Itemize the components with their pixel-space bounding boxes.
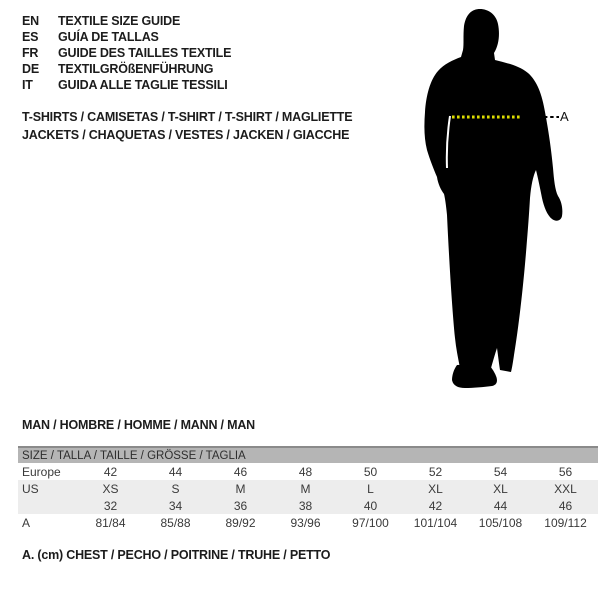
size-row-label — [18, 497, 78, 514]
size-cell: M — [235, 481, 246, 496]
size-cell: 42 — [103, 464, 118, 479]
size-cell: 34 — [168, 498, 183, 513]
size-cell: 44 — [168, 464, 183, 479]
language-guide-list — [22, 13, 231, 93]
language-label: GUÍA DE TALLAS — [58, 30, 159, 44]
language-code: DE — [22, 62, 39, 76]
size-cell: 93/96 — [290, 515, 321, 530]
measurement-footnote: A. (cm) CHEST / PECHO / POITRINE / TRUHE / PETTO — [22, 548, 331, 562]
size-cell: L — [367, 481, 374, 496]
size-cell: 48 — [298, 464, 313, 479]
man-silhouette — [410, 0, 600, 400]
size-cell: 56 — [558, 464, 573, 479]
size-cell: 50 — [363, 464, 378, 479]
size-table — [18, 446, 598, 531]
size-cell: 40 — [363, 498, 378, 513]
size-cell: 89/92 — [225, 515, 256, 530]
size-cell: XL — [493, 481, 508, 496]
language-label: GUIDE DES TAILLES TEXTILE — [58, 46, 232, 60]
size-cell: 32 — [103, 498, 118, 513]
size-cell: 105/108 — [478, 515, 523, 530]
size-cell: 44 — [493, 498, 508, 513]
size-cell: 52 — [428, 464, 443, 479]
size-table-row — [18, 514, 598, 531]
language-item — [22, 29, 231, 45]
size-cell: M — [300, 481, 311, 496]
size-table-row — [18, 497, 598, 514]
language-label: TEXTILE SIZE GUIDE — [58, 14, 181, 28]
size-cell: 36 — [233, 498, 248, 513]
size-cell: 38 — [298, 498, 313, 513]
language-label: GUIDA ALLE TAGLIE TESSILI — [58, 78, 228, 92]
category-lines — [22, 108, 352, 144]
size-cell: 81/84 — [95, 515, 126, 530]
size-cell: 46 — [558, 498, 573, 513]
size-cell: 85/88 — [160, 515, 191, 530]
man-silhouette-figure — [410, 0, 600, 400]
language-code: FR — [22, 46, 39, 60]
size-table-header: SIZE / TALLA / TAILLE / GRÖSSE / TAGLIA — [18, 447, 598, 463]
size-table-row — [18, 480, 598, 497]
language-code: IT — [22, 78, 33, 92]
category-line-tshirts: T-SHIRTS / CAMISETAS / T-SHIRT / T-SHIRT / MAGLIETTE — [22, 110, 353, 124]
size-cell: XXL — [554, 481, 577, 496]
category-line-jackets: JACKETS / CHAQUETAS / VESTES / JACKEN / GIACCHE — [22, 128, 350, 142]
size-cell: XL — [428, 481, 443, 496]
size-cell: 97/100 — [352, 515, 389, 530]
size-cell: 109/112 — [544, 515, 587, 530]
measurement-label-a: A — [560, 109, 569, 124]
language-item — [22, 13, 231, 29]
language-item — [22, 61, 231, 77]
size-cell: S — [171, 481, 180, 496]
size-table-header-row — [18, 447, 598, 463]
language-item — [22, 45, 231, 61]
language-label: TEXTILGRÖßENFÜHRUNG — [58, 62, 214, 76]
size-row-label: Europe — [22, 464, 61, 479]
size-cell: 42 — [428, 498, 443, 513]
size-row-label: A — [22, 515, 31, 530]
size-cell: 46 — [233, 464, 248, 479]
size-row-label: US — [22, 481, 39, 496]
size-cell: 101/104 — [413, 515, 458, 530]
language-code: EN — [22, 14, 39, 28]
language-code: ES — [22, 30, 39, 44]
section-title-man: MAN / HOMBRE / HOMME / MANN / MAN — [22, 418, 255, 432]
language-item — [22, 77, 231, 93]
size-table-row — [18, 463, 598, 480]
size-cell: XS — [102, 481, 119, 496]
size-cell: 54 — [493, 464, 508, 479]
